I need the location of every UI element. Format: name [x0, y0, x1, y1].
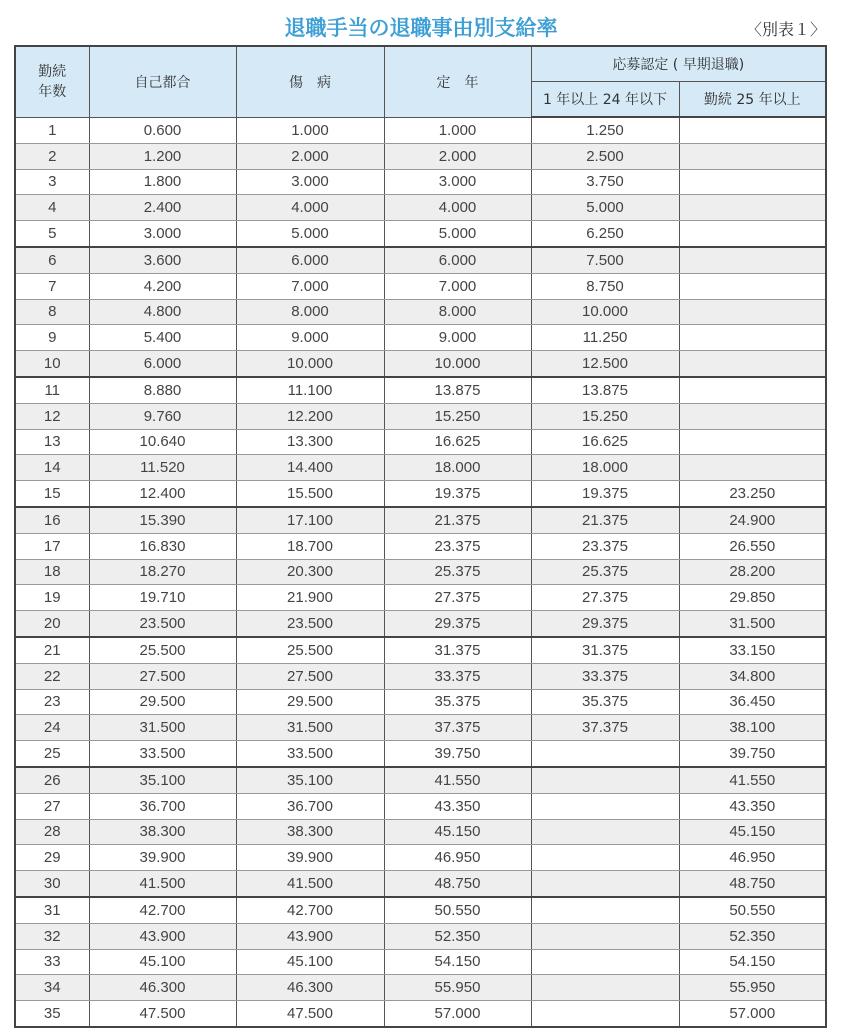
- cell-retirement-age: 1.000: [384, 117, 531, 143]
- cell-years: 8: [15, 299, 89, 325]
- cell-years: 35: [15, 1001, 89, 1027]
- cell-early-under-24: 7.500: [531, 247, 679, 273]
- cell-voluntary: 41.500: [89, 871, 236, 897]
- cell-retirement-age: 13.875: [384, 377, 531, 403]
- cell-illness: 23.500: [236, 611, 384, 637]
- table-header: [15, 46, 826, 117]
- cell-early-under-24: [531, 793, 679, 819]
- cell-early-under-24: 3.750: [531, 169, 679, 195]
- cell-retirement-age: 23.375: [384, 533, 531, 559]
- cell-illness: 15.500: [236, 481, 384, 507]
- cell-years: 27: [15, 793, 89, 819]
- table-row: [15, 377, 826, 403]
- cell-years: 7: [15, 273, 89, 299]
- cell-early-over-25: [679, 377, 826, 403]
- cell-early-under-24: 18.000: [531, 455, 679, 481]
- header-years: [15, 46, 89, 117]
- table-row: [15, 819, 826, 845]
- cell-retirement-age: 6.000: [384, 247, 531, 273]
- cell-years: 3: [15, 169, 89, 195]
- cell-retirement-age: 2.000: [384, 143, 531, 169]
- cell-years: 18: [15, 559, 89, 585]
- cell-early-over-25: [679, 429, 826, 455]
- header-early-retirement: 応募認定 ( 早期退職): [531, 46, 826, 82]
- cell-early-over-25: 36.450: [679, 689, 826, 715]
- cell-illness: 38.300: [236, 819, 384, 845]
- cell-years: 11: [15, 377, 89, 403]
- cell-voluntary: 11.520: [89, 455, 236, 481]
- table-row: [15, 143, 826, 169]
- cell-early-over-25: 29.850: [679, 585, 826, 611]
- cell-early-under-24: 15.250: [531, 403, 679, 429]
- table-row: [15, 429, 826, 455]
- cell-retirement-age: 55.950: [384, 975, 531, 1001]
- cell-retirement-age: 41.550: [384, 767, 531, 793]
- cell-years: 5: [15, 221, 89, 247]
- cell-retirement-age: 33.375: [384, 663, 531, 689]
- cell-early-over-25: 52.350: [679, 923, 826, 949]
- cell-years: 10: [15, 351, 89, 377]
- cell-illness: 21.900: [236, 585, 384, 611]
- table-row: [15, 715, 826, 741]
- table-row: [15, 351, 826, 377]
- cell-retirement-age: 54.150: [384, 949, 531, 975]
- cell-retirement-age: 27.375: [384, 585, 531, 611]
- cell-voluntary: 19.710: [89, 585, 236, 611]
- cell-early-under-24: 37.375: [531, 715, 679, 741]
- header-years-line1: 勤続: [38, 63, 67, 80]
- cell-retirement-age: 48.750: [384, 871, 531, 897]
- cell-early-over-25: [679, 169, 826, 195]
- table-row: [15, 949, 826, 975]
- table-row: [15, 299, 826, 325]
- cell-voluntary: 5.400: [89, 325, 236, 351]
- cell-early-under-24: [531, 949, 679, 975]
- cell-retirement-age: 52.350: [384, 923, 531, 949]
- cell-early-under-24: 19.375: [531, 481, 679, 507]
- table-row: [15, 247, 826, 273]
- cell-retirement-age: 37.375: [384, 715, 531, 741]
- cell-illness: 4.000: [236, 195, 384, 221]
- cell-illness: 7.000: [236, 273, 384, 299]
- cell-retirement-age: 46.950: [384, 845, 531, 871]
- cell-early-over-25: 55.950: [679, 975, 826, 1001]
- cell-early-over-25: [679, 195, 826, 221]
- cell-early-under-24: 31.375: [531, 637, 679, 663]
- cell-years: 4: [15, 195, 89, 221]
- cell-voluntary: 23.500: [89, 611, 236, 637]
- cell-early-over-25: [679, 143, 826, 169]
- table-row: [15, 273, 826, 299]
- cell-retirement-age: 45.150: [384, 819, 531, 845]
- payment-rate-table: [14, 45, 827, 1028]
- cell-years: 9: [15, 325, 89, 351]
- cell-years: 29: [15, 845, 89, 871]
- cell-early-over-25: [679, 455, 826, 481]
- cell-early-over-25: [679, 273, 826, 299]
- cell-illness: 27.500: [236, 663, 384, 689]
- cell-retirement-age: 9.000: [384, 325, 531, 351]
- cell-illness: 39.900: [236, 845, 384, 871]
- cell-years: 31: [15, 897, 89, 923]
- cell-illness: 1.000: [236, 117, 384, 143]
- cell-years: 12: [15, 403, 89, 429]
- cell-years: 34: [15, 975, 89, 1001]
- cell-retirement-age: 57.000: [384, 1001, 531, 1027]
- cell-retirement-age: 39.750: [384, 741, 531, 767]
- table-row: [15, 611, 826, 637]
- cell-illness: 35.100: [236, 767, 384, 793]
- cell-early-over-25: 24.900: [679, 507, 826, 533]
- table-row: [15, 793, 826, 819]
- cell-early-under-24: [531, 767, 679, 793]
- cell-years: 32: [15, 923, 89, 949]
- cell-years: 1: [15, 117, 89, 143]
- cell-retirement-age: 29.375: [384, 611, 531, 637]
- cell-retirement-age: 7.000: [384, 273, 531, 299]
- cell-early-under-24: 16.625: [531, 429, 679, 455]
- cell-early-over-25: [679, 325, 826, 351]
- cell-early-under-24: 5.000: [531, 195, 679, 221]
- table-row: [15, 897, 826, 923]
- cell-illness: 42.700: [236, 897, 384, 923]
- table-row: [15, 767, 826, 793]
- cell-years: 6: [15, 247, 89, 273]
- cell-early-under-24: 1.250: [531, 117, 679, 143]
- cell-early-under-24: 35.375: [531, 689, 679, 715]
- cell-retirement-age: 21.375: [384, 507, 531, 533]
- table-row: [15, 325, 826, 351]
- cell-early-over-25: 43.350: [679, 793, 826, 819]
- cell-retirement-age: 25.375: [384, 559, 531, 585]
- cell-illness: 25.500: [236, 637, 384, 663]
- table-row: [15, 533, 826, 559]
- cell-early-under-24: 6.250: [531, 221, 679, 247]
- cell-illness: 11.100: [236, 377, 384, 403]
- table-row: [15, 559, 826, 585]
- cell-retirement-age: 16.625: [384, 429, 531, 455]
- cell-early-over-25: 54.150: [679, 949, 826, 975]
- cell-years: 24: [15, 715, 89, 741]
- cell-voluntary: 0.600: [89, 117, 236, 143]
- cell-years: 22: [15, 663, 89, 689]
- cell-illness: 12.200: [236, 403, 384, 429]
- cell-early-under-24: [531, 975, 679, 1001]
- cell-voluntary: 35.100: [89, 767, 236, 793]
- cell-early-under-24: [531, 845, 679, 871]
- cell-early-under-24: 25.375: [531, 559, 679, 585]
- cell-early-over-25: 46.950: [679, 845, 826, 871]
- cell-voluntary: 39.900: [89, 845, 236, 871]
- cell-voluntary: 47.500: [89, 1001, 236, 1027]
- cell-retirement-age: 19.375: [384, 481, 531, 507]
- cell-voluntary: 12.400: [89, 481, 236, 507]
- cell-voluntary: 15.390: [89, 507, 236, 533]
- cell-illness: 5.000: [236, 221, 384, 247]
- cell-years: 19: [15, 585, 89, 611]
- cell-early-under-24: [531, 871, 679, 897]
- cell-illness: 43.900: [236, 923, 384, 949]
- cell-early-under-24: 23.375: [531, 533, 679, 559]
- cell-voluntary: 3.000: [89, 221, 236, 247]
- cell-early-over-25: [679, 403, 826, 429]
- table-row: [15, 689, 826, 715]
- cell-voluntary: 27.500: [89, 663, 236, 689]
- cell-early-over-25: [679, 299, 826, 325]
- cell-retirement-age: 35.375: [384, 689, 531, 715]
- table-row: [15, 845, 826, 871]
- cell-early-over-25: 39.750: [679, 741, 826, 767]
- cell-retirement-age: 15.250: [384, 403, 531, 429]
- header-early-over-25: 勤続 25 年以上: [679, 82, 826, 118]
- cell-illness: 6.000: [236, 247, 384, 273]
- table-row: [15, 195, 826, 221]
- cell-early-over-25: 34.800: [679, 663, 826, 689]
- cell-years: 15: [15, 481, 89, 507]
- cell-voluntary: 2.400: [89, 195, 236, 221]
- table-row: [15, 741, 826, 767]
- cell-voluntary: 16.830: [89, 533, 236, 559]
- table-row: [15, 663, 826, 689]
- page-title: 退職手当の退職事由別支給率: [284, 16, 558, 40]
- cell-early-over-25: 48.750: [679, 871, 826, 897]
- cell-early-under-24: 27.375: [531, 585, 679, 611]
- cell-voluntary: 4.200: [89, 273, 236, 299]
- cell-early-over-25: [679, 221, 826, 247]
- cell-illness: 3.000: [236, 169, 384, 195]
- cell-early-under-24: 33.375: [531, 663, 679, 689]
- cell-voluntary: 29.500: [89, 689, 236, 715]
- cell-years: 17: [15, 533, 89, 559]
- cell-voluntary: 3.600: [89, 247, 236, 273]
- cell-illness: 41.500: [236, 871, 384, 897]
- cell-voluntary: 33.500: [89, 741, 236, 767]
- cell-early-under-24: [531, 819, 679, 845]
- cell-illness: 45.100: [236, 949, 384, 975]
- cell-voluntary: 8.880: [89, 377, 236, 403]
- cell-illness: 10.000: [236, 351, 384, 377]
- cell-illness: 31.500: [236, 715, 384, 741]
- cell-illness: 46.300: [236, 975, 384, 1001]
- cell-illness: 2.000: [236, 143, 384, 169]
- cell-years: 2: [15, 143, 89, 169]
- header-years-line2: 年数: [38, 83, 67, 100]
- cell-early-over-25: 38.100: [679, 715, 826, 741]
- cell-voluntary: 46.300: [89, 975, 236, 1001]
- cell-early-over-25: 45.150: [679, 819, 826, 845]
- cell-early-over-25: 57.000: [679, 1001, 826, 1027]
- table-body: [15, 117, 826, 1027]
- cell-early-over-25: 26.550: [679, 533, 826, 559]
- cell-retirement-age: 31.375: [384, 637, 531, 663]
- cell-early-over-25: 33.150: [679, 637, 826, 663]
- cell-early-under-24: 2.500: [531, 143, 679, 169]
- cell-early-under-24: 10.000: [531, 299, 679, 325]
- cell-early-over-25: 28.200: [679, 559, 826, 585]
- cell-early-over-25: [679, 247, 826, 273]
- cell-retirement-age: 3.000: [384, 169, 531, 195]
- table-label: 〈別表１〉: [745, 20, 826, 39]
- table-row: [15, 481, 826, 507]
- cell-illness: 29.500: [236, 689, 384, 715]
- cell-early-under-24: 8.750: [531, 273, 679, 299]
- cell-illness: 36.700: [236, 793, 384, 819]
- cell-voluntary: 43.900: [89, 923, 236, 949]
- cell-illness: 20.300: [236, 559, 384, 585]
- cell-years: 28: [15, 819, 89, 845]
- cell-retirement-age: 50.550: [384, 897, 531, 923]
- cell-retirement-age: 4.000: [384, 195, 531, 221]
- cell-illness: 13.300: [236, 429, 384, 455]
- cell-voluntary: 42.700: [89, 897, 236, 923]
- cell-illness: 33.500: [236, 741, 384, 767]
- table-row: [15, 637, 826, 663]
- cell-early-over-25: [679, 351, 826, 377]
- cell-early-under-24: 21.375: [531, 507, 679, 533]
- cell-retirement-age: 10.000: [384, 351, 531, 377]
- cell-early-over-25: 50.550: [679, 897, 826, 923]
- cell-early-over-25: 31.500: [679, 611, 826, 637]
- cell-voluntary: 9.760: [89, 403, 236, 429]
- table-row: [15, 117, 826, 143]
- cell-retirement-age: 18.000: [384, 455, 531, 481]
- cell-voluntary: 18.270: [89, 559, 236, 585]
- cell-illness: 8.000: [236, 299, 384, 325]
- cell-voluntary: 45.100: [89, 949, 236, 975]
- cell-years: 16: [15, 507, 89, 533]
- header-retirement-age: 定 年: [384, 46, 531, 117]
- cell-voluntary: 10.640: [89, 429, 236, 455]
- cell-years: 33: [15, 949, 89, 975]
- cell-early-under-24: [531, 1001, 679, 1027]
- header-voluntary: 自己都合: [89, 46, 236, 117]
- table-row: [15, 169, 826, 195]
- cell-early-under-24: 12.500: [531, 351, 679, 377]
- cell-years: 13: [15, 429, 89, 455]
- cell-years: 23: [15, 689, 89, 715]
- cell-illness: 47.500: [236, 1001, 384, 1027]
- cell-voluntary: 38.300: [89, 819, 236, 845]
- cell-years: 21: [15, 637, 89, 663]
- cell-voluntary: 1.800: [89, 169, 236, 195]
- cell-voluntary: 6.000: [89, 351, 236, 377]
- cell-years: 30: [15, 871, 89, 897]
- cell-years: 20: [15, 611, 89, 637]
- header-early-under-24: 1 年以上 24 年以下: [531, 82, 679, 118]
- cell-years: 14: [15, 455, 89, 481]
- cell-early-under-24: [531, 741, 679, 767]
- cell-voluntary: 31.500: [89, 715, 236, 741]
- cell-voluntary: 25.500: [89, 637, 236, 663]
- cell-years: 26: [15, 767, 89, 793]
- cell-voluntary: 4.800: [89, 299, 236, 325]
- cell-early-over-25: 41.550: [679, 767, 826, 793]
- header-illness: 傷 病: [236, 46, 384, 117]
- cell-early-under-24: [531, 923, 679, 949]
- cell-years: 25: [15, 741, 89, 767]
- cell-illness: 18.700: [236, 533, 384, 559]
- cell-retirement-age: 5.000: [384, 221, 531, 247]
- cell-illness: 9.000: [236, 325, 384, 351]
- cell-early-under-24: 13.875: [531, 377, 679, 403]
- cell-early-over-25: [679, 117, 826, 143]
- cell-early-over-25: 23.250: [679, 481, 826, 507]
- cell-retirement-age: 8.000: [384, 299, 531, 325]
- table-row: [15, 403, 826, 429]
- cell-illness: 17.100: [236, 507, 384, 533]
- cell-voluntary: 1.200: [89, 143, 236, 169]
- table-row: [15, 455, 826, 481]
- table-row: [15, 923, 826, 949]
- cell-retirement-age: 43.350: [384, 793, 531, 819]
- table-row: [15, 507, 826, 533]
- cell-early-under-24: [531, 897, 679, 923]
- table-row: [15, 1001, 826, 1027]
- table-row: [15, 585, 826, 611]
- table-row: [15, 975, 826, 1001]
- table-row: [15, 871, 826, 897]
- cell-voluntary: 36.700: [89, 793, 236, 819]
- cell-early-under-24: 29.375: [531, 611, 679, 637]
- cell-illness: 14.400: [236, 455, 384, 481]
- cell-early-under-24: 11.250: [531, 325, 679, 351]
- table-row: [15, 221, 826, 247]
